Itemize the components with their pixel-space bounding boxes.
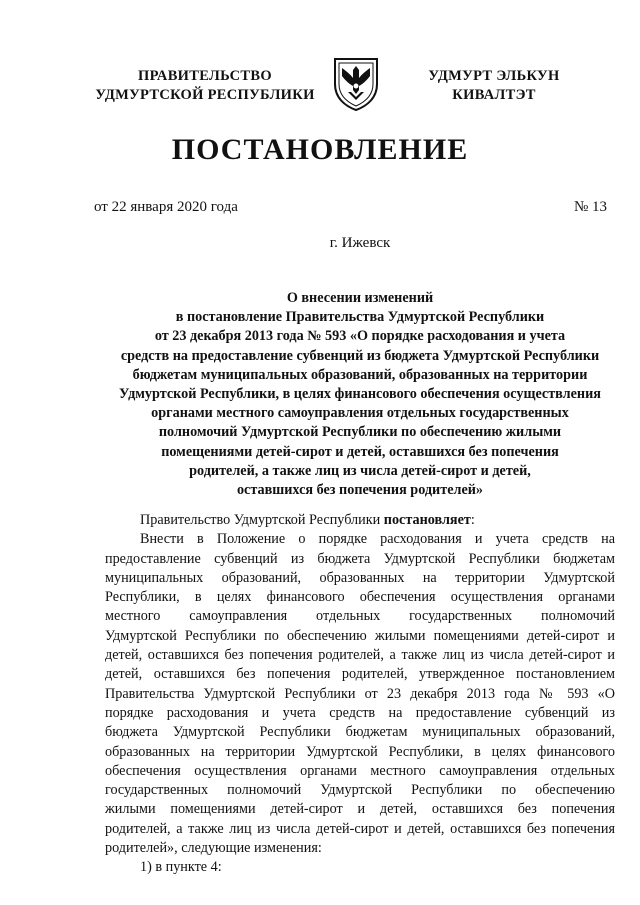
subject-line: родителей, а также лиц из числа детей-сирот и детей,	[189, 462, 531, 479]
document-subject	[80, 289, 640, 500]
body-line: государственных полномочий Удмуртской Республики по обеспечению	[105, 782, 615, 799]
body-line: Республики, в целях финансового обеспечения осуществления органами	[105, 589, 615, 606]
intro-end: :	[470, 512, 475, 528]
body-line: обеспечения осуществления органами местного самоуправления отдельных	[105, 762, 615, 779]
body-line: родителей, а также лиц из числа детей-сирот и детей, оставшихся без попечения	[105, 820, 615, 837]
subject-line: помещениями детей-сирот и детей, оставшихся без попечения	[161, 443, 559, 460]
subject-line: О внесении изменений	[286, 290, 434, 306]
body-item-1: 1) в пункте 4:	[140, 859, 222, 876]
body-line: детей, оставшихся без попечения родителей, утвержденное постановлением	[105, 666, 615, 683]
body-line: жилыми помещениями детей-сирот и детей, оставшихся без попечения	[105, 801, 615, 818]
header-right	[404, 67, 584, 105]
body-line: бюджета Удмуртской Республики бюджетам муниципальных образований,	[105, 724, 615, 741]
document-number: № 13	[574, 199, 608, 215]
document-type-title: ПОСТАНОВЛЕНИЕ	[171, 133, 469, 166]
body-line: образованных на территории Удмуртской Республики, в целях финансового	[105, 743, 615, 760]
intro-bold: постановляет	[383, 512, 471, 528]
body-line: Удмуртской Республики по обеспечению жилыми помещениями детей-сирот и	[105, 627, 615, 644]
body-line: муниципальных образований, образованных на территории Удмуртской	[105, 569, 615, 586]
subject-line: бюджетам муниципальных образований, образованных на территории	[132, 366, 588, 383]
subject-line: от 23 декабря 2013 года № 593 «О порядке расходования и учета	[154, 328, 566, 345]
header-right-line2: КИВАЛТЭТ	[452, 87, 536, 103]
subject-line: полномочий Удмуртской Республики по обеспечению жилыми	[158, 424, 562, 441]
body-line: родителей», следующие изменения:	[105, 840, 322, 857]
body-line: Правительства Удмуртской Республики от 23 декабря 2013 года № 593 «О	[105, 685, 615, 702]
header-left-line1: ПРАВИТЕЛЬСТВО	[138, 68, 272, 84]
document-city: г. Ижевск	[329, 235, 391, 251]
body-line: предоставление субвенций из бюджета Удмуртской Республики бюджетам	[105, 550, 615, 567]
header-left-line2: УДМУРТСКОЙ РЕСПУБЛИКИ	[95, 87, 315, 103]
document-date: от 22 января 2020 года	[94, 199, 238, 215]
body-line: детей, оставшихся без попечения родителей, а также лиц из числа детей-сирот и	[105, 647, 615, 664]
header-right-line1: УДМУРТ ЭЛЬКУН	[428, 68, 560, 84]
udmurt-coat-of-arms-icon	[331, 56, 381, 112]
subject-line: органами местного самоуправления отдельных государственных	[151, 405, 569, 422]
header-left	[85, 67, 325, 105]
body-line: Внести в Положение о порядке расходования и учета средств на	[140, 531, 615, 548]
body-line: местного самоуправления отдельных государственных полномочий	[105, 608, 615, 625]
subject-line: в постановление Правительства Удмуртской Республики	[175, 309, 545, 326]
subject-line: Удмуртской Республики, в целях финансового обеспечения осуществления	[119, 386, 601, 403]
body-intro	[105, 511, 615, 530]
body-line: порядке расходования и учета средств на предоставление субвенций из	[105, 704, 615, 721]
intro-text: Правительство Удмуртской Республики	[140, 512, 384, 528]
subject-line: средств на предоставление субвенций из бюджета Удмуртской Республики	[120, 347, 600, 364]
subject-line: оставшихся без попечения родителей»	[236, 482, 484, 499]
document-body	[105, 511, 615, 878]
